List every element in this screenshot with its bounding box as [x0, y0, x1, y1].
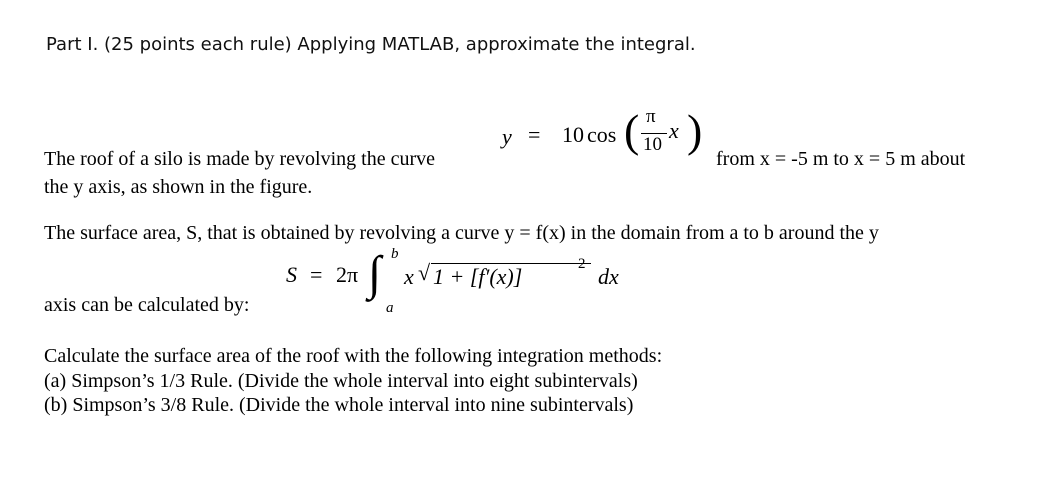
eq1-func: cos	[587, 122, 617, 147]
eq1-equals: =	[528, 122, 541, 147]
eq1-left-paren: (	[624, 105, 640, 156]
eq2-lower-limit: a	[386, 300, 394, 316]
eq2-lhs: S	[286, 262, 297, 287]
eq2-factor: 2π	[336, 262, 359, 287]
eq1-denominator: 10	[643, 134, 662, 155]
eq2-exponent: 2	[578, 256, 586, 272]
eq1-right-paren: )	[687, 105, 703, 156]
eq1-numerator: π	[646, 106, 656, 127]
para1-line2: the y axis, as shown in the figure.	[44, 176, 313, 198]
eq1-variable: x	[669, 118, 679, 143]
para2-line1: The surface area, S, that is obtained by revolving a curve y = f(x) in the domain from a to b around the y	[44, 222, 879, 244]
task-item-b: (b) Simpson’s 3/8 Rule. (Divide the whole interval into nine subintervals)	[44, 394, 634, 416]
task-item-a: (a) Simpson’s 1/3 Rule. (Divide the whole interval into eight subintervals)	[44, 370, 638, 392]
para1-line1-left: The roof of a silo is made by revolving the curve	[44, 148, 435, 170]
para1-line1-right: from x = -5 m to x = 5 m about	[716, 148, 966, 170]
eq2-radicand: 1 + [f′(x)]	[433, 264, 523, 289]
surface-area-formula	[282, 246, 682, 320]
sqrt-sign: √	[418, 260, 431, 285]
eq2-equals: =	[310, 262, 323, 287]
para2-line2: axis can be calculated by:	[44, 294, 250, 316]
eq1-coef: 10	[562, 122, 584, 147]
eq2-upper-limit: b	[391, 246, 399, 262]
curve-equation	[494, 100, 714, 172]
eq2-integrand-var: x	[404, 264, 414, 289]
eq2-differential: dx	[598, 264, 619, 289]
eq1-lhs: y	[502, 124, 512, 149]
part-heading: Part I. (25 points each rule) Applying MATLAB, approximate the integral.	[46, 34, 696, 55]
integral-sign: ∫	[368, 247, 382, 300]
tasks-intro: Calculate the surface area of the roof with the following integration methods:	[44, 345, 663, 367]
